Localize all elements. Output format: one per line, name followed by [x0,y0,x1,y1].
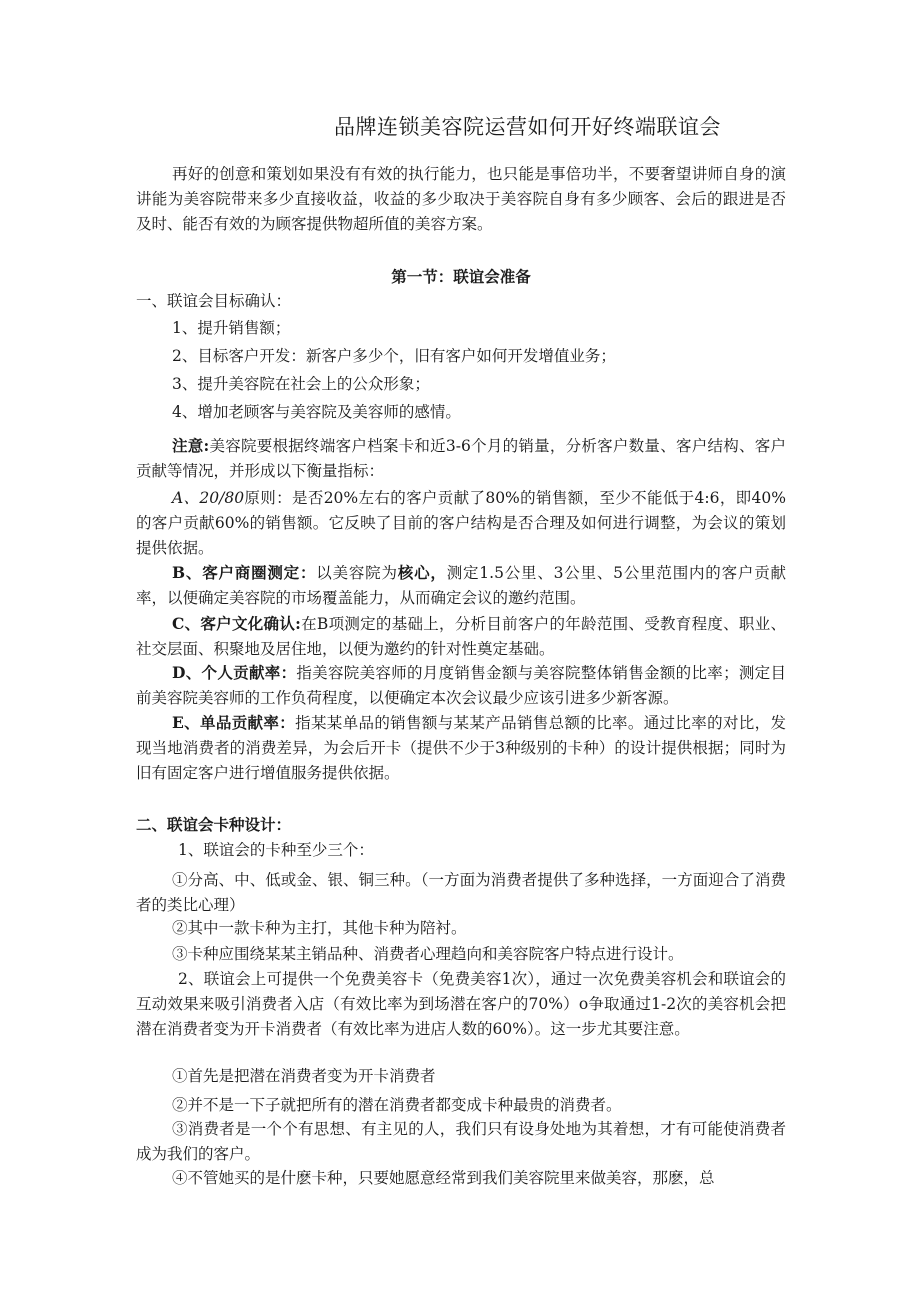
s2-detail-item: ②并不是一下子就把所有的潜在消费者都变成卡种最贵的消费者。 [172,1096,622,1114]
note-paragraph: 注意:美容院要根据终端客户档案卡和近3-6个月的销量，分析客户数量、客户结构、客户贡献等情况，并形成以下衡量指标： [136,436,786,480]
indicator-a-label: A、20/80 [172,489,245,507]
indicator-e: E、单品贡献率：指某某单品的销售额与某某产品销售总额的比率。通过比率的对比，发现当地消费者的消费差异，为会后开卡（提供不少于3种级别的卡种）的设计提供根据；同时为旧有固定客户进行增值服务提供依据。 [136,713,786,782]
indicator-a: A、20/80原则：是否20%左右的客户贡献了80%的销售额，至少不能低于4:6，即40%的客户贡献60%的销售额。它反映了目前的客户结构是否合理及如何进行调整，为会议的策划提供依据。 [136,489,786,557]
s2-detail-item: ①首先是把潜在消费者变为开卡消费者 [172,1067,436,1085]
list-item: 3、提升美容院在社会上的公众形象； [172,375,430,393]
intro-paragraph: 再好的创意和策划如果没有有效的执行能力，也只能是事倍功半，不要奢望讲师自身的演讲能为美容院带来多少直接收益，收益的多少取决于美容院自身有多少顾客、会后的跟进是否及时、能否有效的为顾客提供物超所值的美容方案。 [136,165,786,233]
list-item: 2、目标客户开发：新客户多少个，旧有客户如何开发增值业务； [172,347,616,365]
s2-detail-item: ④不管她买的是什麽卡种，只要她愿意经常到我们美容院里来做美容，那麽，总 [172,1169,715,1187]
indicator-b-label: B、客户商圈测定： [172,563,317,582]
section-1-title: 第一节：联谊会准备 [391,267,531,286]
s2-detail-item: ③消费者是一个个有思想、有主见的人，我们只有设身处地为其着想，才有可能使消费者成为我们的客户。 [136,1120,786,1163]
indicator-c-label: C、客户文化确认: [172,614,301,633]
s2-card-item: ②其中一款卡种为主打，其他卡种为陪衬。 [172,919,467,937]
s2-point-2: 2、联谊会上可提供一个免费美容卡（免费美容1次），通过一次免费美容机会和联谊会的互动效果来吸引消费者入店（有效比率为到场潜在客户的70%）o争取通过1-2次的美容机会把潜在消费者变为开卡消费者（有效比率为进店人数的60%）。这一步尤其要注意。 [136,970,786,1038]
indicator-b: B、客户商圈测定：以美容院为核心，测定1.5公里、3公里、5公里范围内的客户贡献率，以便确定美容院的市场覆盖能力，从而确定会议的邀约范围。 [136,563,786,607]
note-label: 注意: [172,436,210,455]
s2-card-item: ③卡种应围绕某某主销品种、消费者心理趋向和美容院客户特点进行设计。 [172,945,684,963]
s2-card-item: ①分高、中、低或金、银、铜三种。（一方面为消费者提供了多种选择，一方面迎合了消费者的类比心理） [136,871,786,914]
list-item: 1、提升销售额； [172,319,291,337]
list-item: 4、增加老顾客与美容院及美容师的感情。 [172,403,461,421]
indicator-d: D、个人贡献率：指美容院美容师的月度销售金额与美容院整体销售金额的比率；测定目前美容院美容师的工作负荷程度，以便确定本次会议最少应该引进多少新客源。 [136,663,786,707]
indicator-e-label: E、单品贡献率： [172,713,296,732]
section-1-heading: 一、联谊会目标确认： [136,292,292,310]
indicator-c: C、客户文化确认:在B项测定的基础上，分析目前客户的年龄范围、受教育程度、职业、社交层面、积聚地及居住地，以便为邀约的针对性奠定基础。 [136,614,786,658]
section-2-heading: 二、联谊会卡种设计： [136,815,292,834]
indicator-d-label: D、个人贡献率： [172,663,297,682]
s2-point-1: 1、联谊会的卡种至少三个： [178,841,374,859]
document-title: 品牌连锁美容院运营如何开好终端联谊会 [334,115,721,139]
